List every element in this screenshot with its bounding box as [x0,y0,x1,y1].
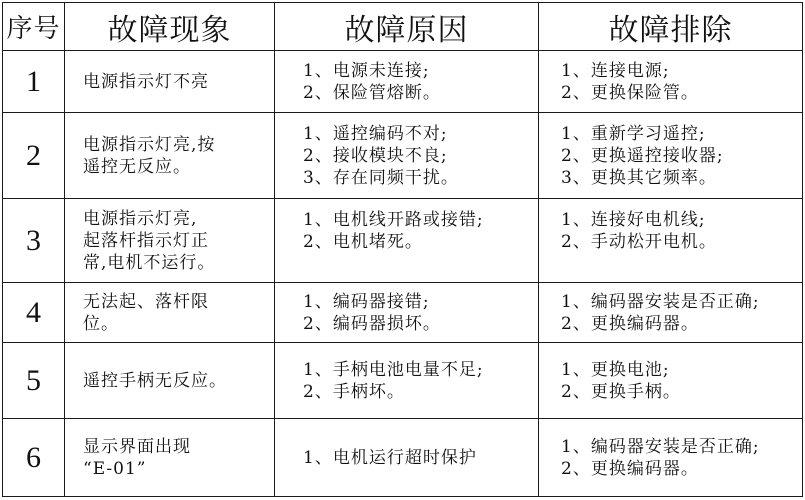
solution-line: 2、更换编码器。 [561,313,699,334]
solution-line: 2、更换手柄。 [561,381,681,402]
phenomenon-cell [65,343,275,419]
phenomenon-line: 电源指示灯不亮 [83,71,209,92]
phenomenon-cell [65,113,275,199]
solution-line: 2、更换保险管。 [561,82,699,103]
table-row [3,419,803,497]
cause-cell [275,343,539,419]
phenomenon-line: 电源指示灯亮, [83,208,198,229]
cause-line: 1、手柄电池电量不足; [303,359,484,380]
phenomenon-line: 起落杆指示灯正 [83,230,209,251]
solution-cell [539,199,803,283]
row-number: 6 [3,419,65,497]
solution-line: 2、手动松开电机。 [561,232,717,252]
phenomenon-line: 显示界面出现 [83,436,191,457]
cause-line: 2、接收模块不良; [303,145,448,166]
row-number: 3 [3,199,65,283]
header-solution: 故障排除 [539,3,803,51]
phenomenon-line: “E-01” [83,458,147,479]
header-no: 序号 [3,3,65,51]
solution-line: 1、重新学习遥控; [561,123,706,144]
solution-cell [539,113,803,199]
solution-line: 1、更换电池; [561,359,670,380]
table-row [3,51,803,113]
cause-line: 1、遥控编码不对; [303,123,448,144]
cause-cell [275,199,539,283]
solution-cell [539,51,803,113]
cause-line: 2、保险管熔断。 [303,82,441,103]
phenomenon-line: 位。 [83,313,119,334]
solution-line: 1、连接电源; [561,60,670,81]
cause-cell [275,283,539,343]
header-phenomenon: 故障现象 [65,3,275,51]
solution-line: 2、更换遥控接收器; [561,145,724,166]
phenomenon-line: 遥控手柄无反应。 [83,370,227,391]
cause-line: 1、电源未连接; [303,60,430,81]
cause-line: 2、电机堵死。 [303,232,423,252]
fault-table [2,2,803,497]
solution-line: 2、更换编码器。 [561,458,699,479]
row-number: 2 [3,113,65,199]
row-number: 5 [3,343,65,419]
solution-cell [539,419,803,497]
phenomenon-cell [65,419,275,497]
cause-line: 1、电机运行超时保护 [303,447,477,468]
phenomenon-line: 常,电机不运行。 [83,252,216,273]
solution-line: 1、编码器安装是否正确; [561,291,760,312]
table-row [3,113,803,199]
row-number: 1 [3,51,65,113]
cause-cell [275,113,539,199]
cause-line: 1、编码器接错; [303,291,430,312]
phenomenon-line: 无法起、落杆限 [83,291,209,312]
cause-cell [275,419,539,497]
header-row [3,3,803,51]
phenomenon-line: 电源指示灯亮,按 [83,134,216,155]
cause-cell [275,51,539,113]
table-row [3,199,803,283]
phenomenon-line: 遥控无反应。 [83,156,191,177]
solution-cell [539,283,803,343]
solution-line: 1、连接好电机线; [561,210,706,230]
table-row [3,283,803,343]
header-cause: 故障原因 [275,3,539,51]
row-number: 4 [3,283,65,343]
phenomenon-cell [65,283,275,343]
solution-line: 1、编码器安装是否正确; [561,436,760,457]
cause-line: 1、电机线开路或接错; [303,210,484,230]
cause-line: 2、手柄坏。 [303,381,405,402]
phenomenon-cell [65,199,275,283]
phenomenon-cell [65,51,275,113]
solution-line: 3、更换其它频率。 [561,167,717,188]
cause-line: 2、编码器损坏。 [303,313,441,334]
table-row [3,343,803,419]
cause-line: 3、存在同频干扰。 [303,167,459,188]
solution-cell [539,343,803,419]
